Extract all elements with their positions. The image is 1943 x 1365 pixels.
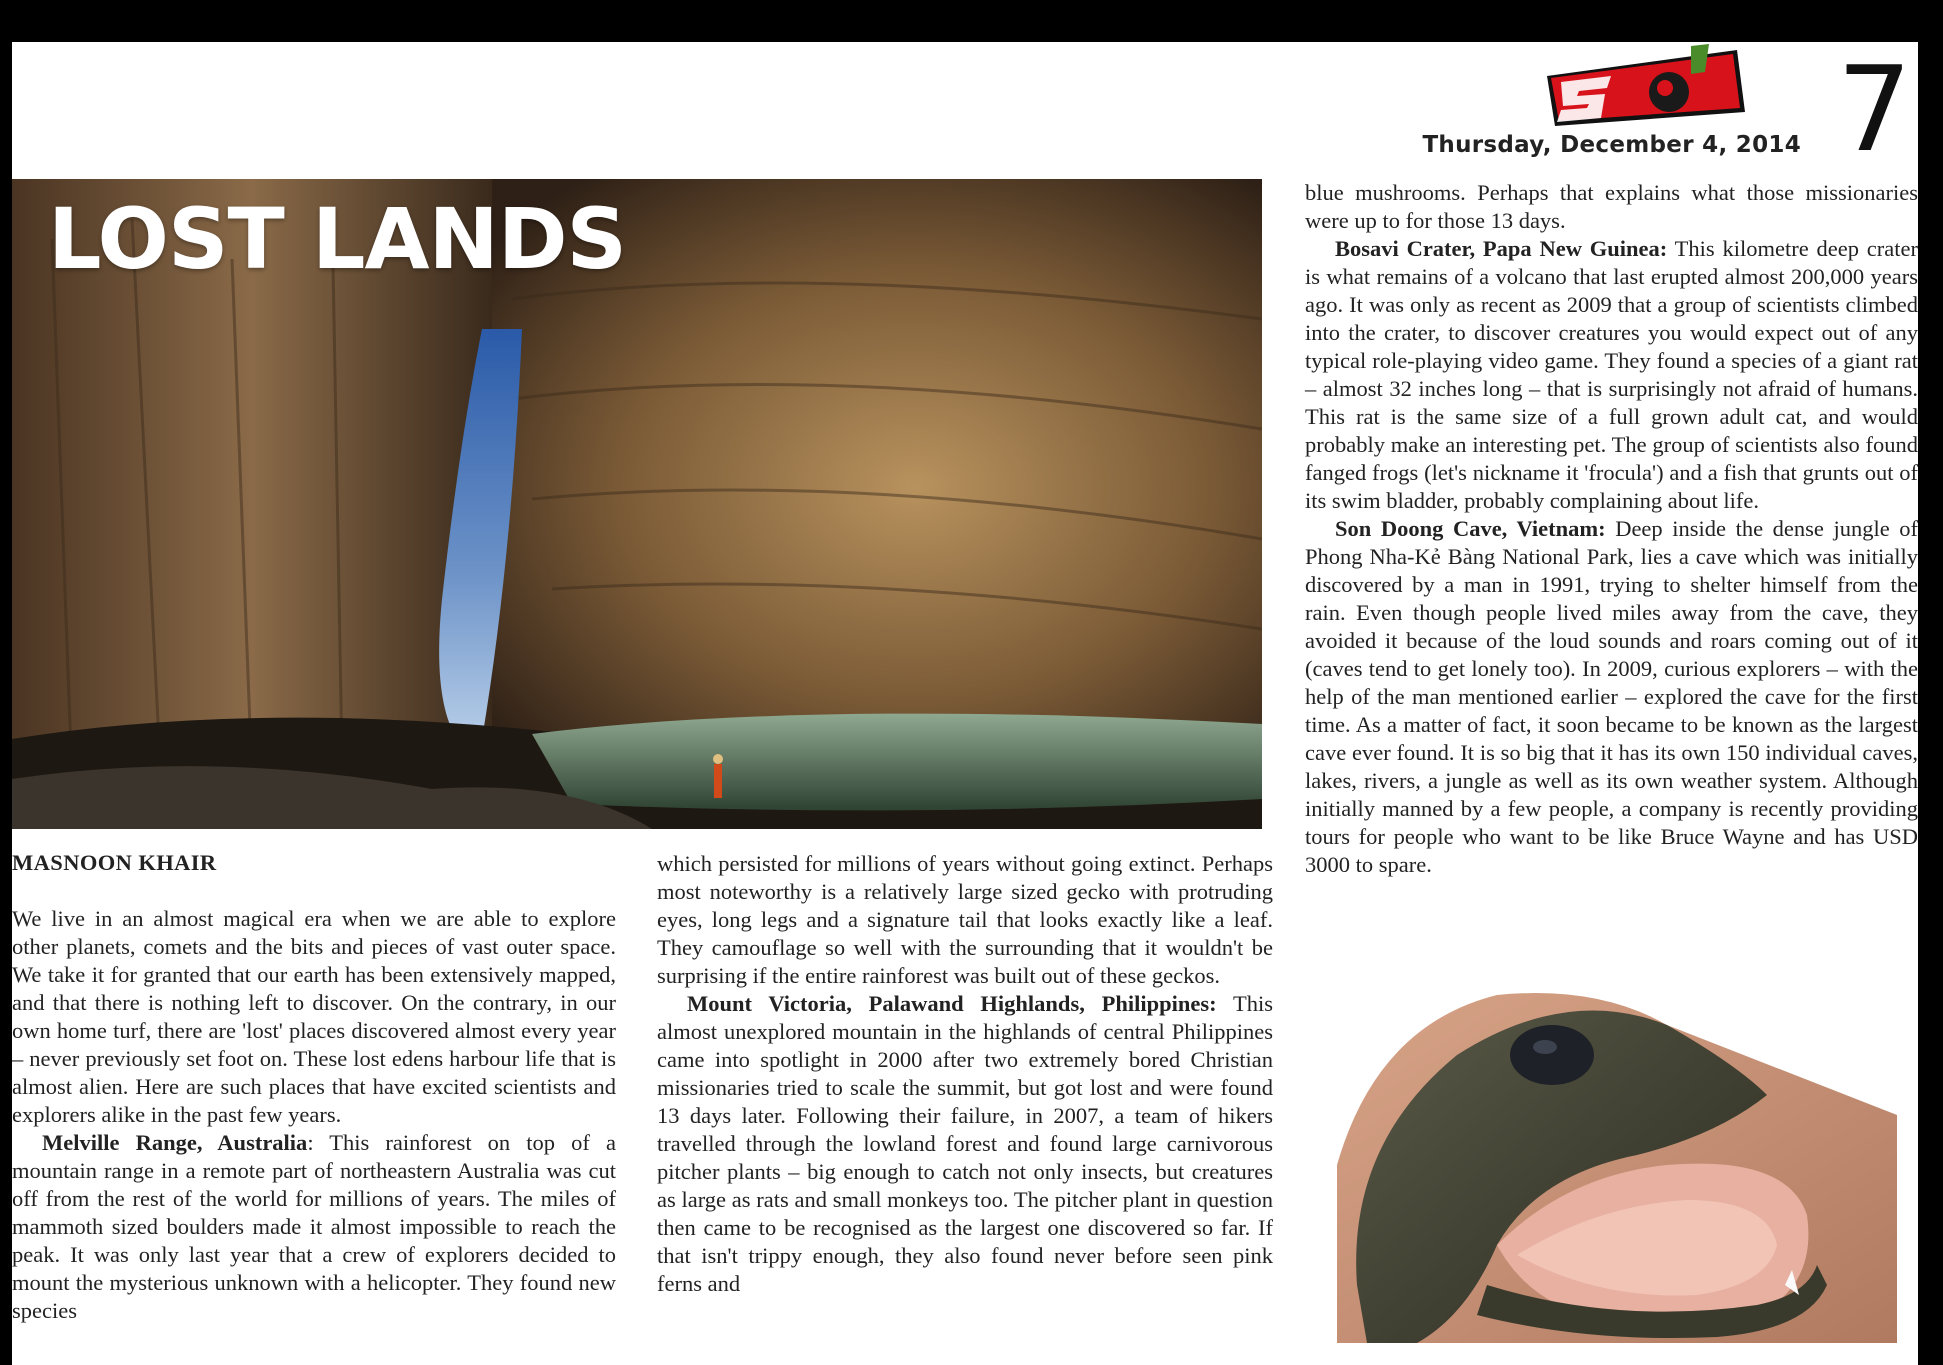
shout-logo (1541, 42, 1751, 130)
byline: MASNOON KHAIR (12, 850, 217, 875)
paragraph-body: Deep inside the dense jungle of Phong Nha-Kẻ Bàng National Park, lies a cave which was initially discovered by a man in 1991, trying to shelter himself from the rain. Even though people lived miles away from the cave, they avoided it because of the loud sounds and roars coming out of it (caves tend to get lonely too). In 2009, curious explorers – with the help of the man mentioned earlier – explored the cave for the first time. As a matter of fact, it soon became to be known as the largest cave ever found. It is so big that it has its own 150 individual caves, lakes, rivers, a jungle as well as its own weather system. Although initially manned by a few people, a company is recently providing tours for people who want to be like Bruce Wayne and has USD 3000 to spare. (1305, 516, 1918, 877)
article-column-2 (657, 850, 1273, 1298)
newspaper-page (12, 42, 1918, 1365)
paragraph-body: : This rainforest on top of a mountain range in a remote part of northeastern Australia was cut off from the rest of the world for millions of years. The miles of mammoth sized boulders made it almost impossible to reach the peak. It was only last year that a crew of explorers decided to mount the mysterious unknown with a helicopter. They found new species (12, 1130, 616, 1323)
paragraph (1305, 235, 1918, 515)
headline: LOST LANDS (48, 190, 627, 288)
paragraph-body: This kilometre deep crater is what remains of a volcano that last erupted almost 200,000 years ago. It was only as recent as 2009 that a group of scientists climbed into the crater, to discover creatures you would expect out of any typical role-playing video game. They found a species of a giant rat – almost 32 inches long – that is surprisingly not afraid of humans. This rat is the same size of a full grown adult cat, and would probably make an interesting pet. The group of scientists also found fanged frogs (let's nickname it 'frocula') and a fish that grunts out of its swim bladder, probably complaining about life. (1305, 236, 1918, 513)
section-lead: Mount Victoria, Palawand Highlands, Philippines: (687, 991, 1217, 1016)
article-column-1 (12, 849, 616, 1325)
paragraph (657, 990, 1273, 1298)
paragraph-body: This almost unexplored mountain in the highlands of central Philippines came into spotlight in 2000 after two extremely bored Christian missionaries tried to scale the summit, but got lost and were found 13 days later. Following their failure, in 2007, a team of hikers travelled through the lowland forest and found large carnivorous pitcher plants – big enough to catch not only insects, but creatures as large as rats and small monkeys too. The pitcher plant in question then came to be recognised as the largest one discovered so far. If that isn't trippy enough, they also found never before seen pink ferns and (657, 991, 1273, 1296)
page-number: 7 (1836, 42, 1912, 178)
fanged-frog-photo (1337, 985, 1897, 1343)
article-column-3 (1305, 179, 1918, 879)
section-lead: Son Doong Cave, Vietnam: (1335, 516, 1606, 541)
paragraph: blue mushrooms. Perhaps that explains what those missionaries were up to for those 13 days. (1305, 180, 1918, 233)
issue-date: Thursday, December 4, 2014 (1422, 132, 1801, 158)
paragraph: which persisted for millions of years without going extinct. Perhaps most noteworthy is a relatively large sized gecko with protruding eyes, long legs and a signature tail that looks exactly like a leaf. They camouflage so well with the surrounding that it wouldn't be surprising if the entire rainforest was built out of these geckos. (657, 851, 1273, 988)
section-lead: Bosavi Crater, Papa New Guinea: (1335, 236, 1668, 261)
section-lead: Melville Range, Australia (42, 1130, 308, 1155)
paragraph (12, 1129, 616, 1325)
paragraph (1305, 515, 1918, 879)
paragraph: We live in an almost magical era when we are able to explore other planets, comets and the bits and pieces of vast outer space. We take it for granted that our earth has been extensively mapped, and that there is nothing left to discover. On the contrary, in our own home turf, there are 'lost' places discovered almost every year – never previously set foot on. These lost edens harbour life that is almost alien. Here are such places that have excited scientists and explorers alike in the past few years. (12, 906, 616, 1127)
